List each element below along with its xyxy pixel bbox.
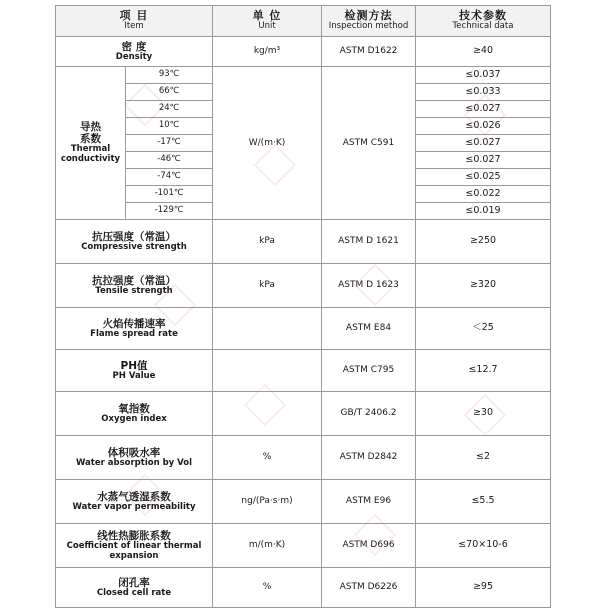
density-unit: kg/m³	[213, 37, 322, 67]
thermal-temp: -129℃	[126, 203, 213, 220]
thermal-temp: 93℃	[126, 67, 213, 84]
row-method: ASTM C795	[322, 350, 416, 392]
spec-row	[56, 220, 551, 264]
spec-row	[56, 568, 551, 608]
row-unit: kPa	[213, 220, 322, 264]
row-unit: %	[213, 568, 322, 608]
row-value: ＜25	[416, 308, 551, 350]
thermal-value: ≤0.026	[416, 118, 551, 135]
spec-row	[56, 308, 551, 350]
thermal-temp: 24℃	[126, 101, 213, 118]
row-method: ASTM D 1621	[322, 220, 416, 264]
row-unit: %	[213, 436, 322, 480]
row-name: 氧指数 Oxygen index	[56, 392, 213, 436]
density-method: ASTM D1622	[322, 37, 416, 67]
row-name: 火焰传播速率 Flame spread rate	[56, 308, 213, 350]
row-unit: kPa	[213, 264, 322, 308]
header-unit: 单 位 Unit	[213, 6, 322, 37]
header-data: 技术参数 Technical data	[416, 6, 551, 37]
density-row	[56, 37, 551, 67]
row-method: GB/T 2406.2	[322, 392, 416, 436]
row-name: 线性热膨胀系数 Coefficient of linear thermal expansion	[56, 524, 213, 568]
row-unit: ng/(Pa·s·m)	[213, 480, 322, 524]
row-value: ≤2	[416, 436, 551, 480]
thermal-value: ≤0.037	[416, 67, 551, 84]
row-name: 闭孔率 Closed cell rate	[56, 568, 213, 608]
spec-row	[56, 350, 551, 392]
row-value: ≤12.7	[416, 350, 551, 392]
row-value: ≥30	[416, 392, 551, 436]
row-method: ASTM D 1623	[322, 264, 416, 308]
row-method: ASTM E84	[322, 308, 416, 350]
row-value: ≥250	[416, 220, 551, 264]
thermal-value: ≤0.027	[416, 152, 551, 169]
thermal-temp: -101℃	[126, 186, 213, 203]
thermal-temp: -46℃	[126, 152, 213, 169]
spec-row	[56, 480, 551, 524]
spec-row	[56, 264, 551, 308]
row-value: ≥320	[416, 264, 551, 308]
row-unit	[213, 350, 322, 392]
density-value: ≥40	[416, 37, 551, 67]
header-method: 检测方法 Inspection method	[322, 6, 416, 37]
thermal-temp: -74℃	[126, 169, 213, 186]
thermal-temp: 66℃	[126, 84, 213, 101]
row-method: ASTM E96	[322, 480, 416, 524]
thermal-name: 导热 系数 Thermal conductivity	[56, 67, 126, 220]
row-method: ASTM D6226	[322, 568, 416, 608]
thermal-row	[56, 67, 551, 84]
row-value: ≤70×10-6	[416, 524, 551, 568]
spec-row	[56, 524, 551, 568]
row-name: 水蒸气透湿系数 Water vapor permeability	[56, 480, 213, 524]
row-unit: m/(m·K)	[213, 524, 322, 568]
thermal-value: ≤0.027	[416, 101, 551, 118]
row-name: 抗拉强度（常温） Tensile strength	[56, 264, 213, 308]
thermal-value: ≤0.027	[416, 135, 551, 152]
header-item: 项 目 Item	[56, 6, 213, 37]
row-name: 体积吸水率 Water absorption by Vol	[56, 436, 213, 480]
row-method: ASTM D696	[322, 524, 416, 568]
thermal-value: ≤0.022	[416, 186, 551, 203]
thermal-unit: W/(m·K)	[213, 67, 322, 220]
thermal-method: ASTM C591	[322, 67, 416, 220]
row-value: ≤5.5	[416, 480, 551, 524]
row-name: 抗压强度（常温） Compressive strength	[56, 220, 213, 264]
row-value: ≥95	[416, 568, 551, 608]
row-unit	[213, 392, 322, 436]
spec-row	[56, 392, 551, 436]
thermal-value: ≤0.025	[416, 169, 551, 186]
spec-table	[55, 5, 551, 608]
thermal-value: ≤0.019	[416, 203, 551, 220]
header-row	[56, 6, 551, 37]
thermal-temp: -17℃	[126, 135, 213, 152]
thermal-temp: 10℃	[126, 118, 213, 135]
density-name: 密 度 Density	[56, 37, 213, 67]
row-name: PH值 PH Value	[56, 350, 213, 392]
row-unit	[213, 308, 322, 350]
row-method: ASTM D2842	[322, 436, 416, 480]
spec-row	[56, 436, 551, 480]
thermal-value: ≤0.033	[416, 84, 551, 101]
